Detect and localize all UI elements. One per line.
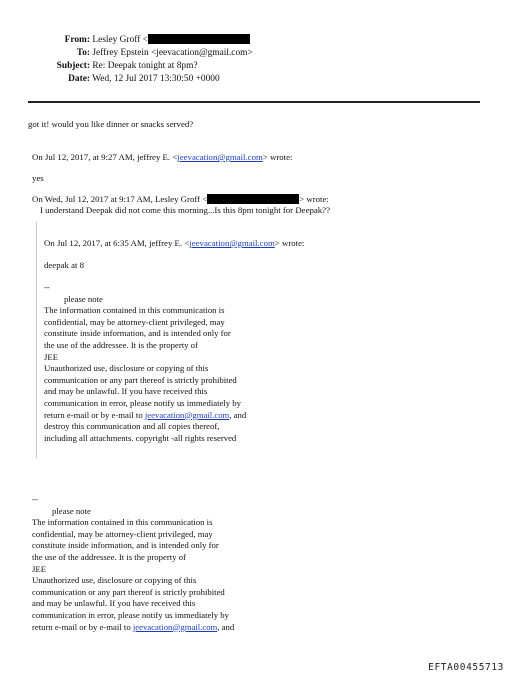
disclaimer-line: Unauthorized use, disclosure or copying of this <box>44 363 209 374</box>
disclaimer-line: communication or any part thereof is strictly prohibited <box>44 374 237 385</box>
from-label: From: <box>64 35 90 45</box>
disclaimer-dashes: -- <box>44 282 50 292</box>
disclaimer-line: JEE <box>32 563 46 574</box>
disclaimer-line: constitute inside information, and is intended only for <box>44 328 231 339</box>
quote3-prefix: On Jul 12, 2017, at 6:35 AM, jeffrey E. < <box>44 238 190 248</box>
redaction-box <box>207 194 299 204</box>
subject-value: Re: Deepak tonight at 8pm? <box>92 61 198 71</box>
quote1-suffix: > wrote: <box>262 152 293 162</box>
inner-disclaimer <box>44 282 246 444</box>
date-label: Date: <box>68 74 90 84</box>
from-value: Lesley Groff < <box>92 35 148 45</box>
disclaimer-line: JEE <box>44 351 58 362</box>
disclaimer-line: including all attachments. copyright -all rights reserved <box>44 432 237 443</box>
subject-label: Subject: <box>56 61 90 71</box>
quote-bar <box>36 222 37 458</box>
quote2-prefix: On Wed, Jul 12, 2017 at 9:17 AM, Lesley Groff < <box>32 194 208 204</box>
quote2-attribution <box>32 194 329 205</box>
disclaimer-note: please note <box>64 293 103 304</box>
disclaimer-email-link[interactable]: jeevacation@gmail.com <box>132 621 218 632</box>
header-date-row <box>40 73 220 85</box>
disclaimer-dashes: -- <box>32 494 38 504</box>
quote1-email-link[interactable]: jeevacation@gmail.com <box>177 152 263 162</box>
document-id: EFTA00455713 <box>428 662 504 673</box>
disclaimer-line: and may be unlawful. If you have received this <box>32 598 196 609</box>
header-from-row <box>40 34 250 46</box>
disclaimer-line-prefix: return e-mail or by e-mail to <box>32 621 133 632</box>
to-label: To: <box>76 48 90 58</box>
header-divider <box>28 101 480 103</box>
yes-text: yes <box>32 173 44 183</box>
date-value: Wed, 12 Jul 2017 13:30:50 +0000 <box>92 74 220 84</box>
header-subject-row <box>40 60 198 72</box>
to-value: Jeffrey Epstein <jeevacation@gmail.com> <box>92 48 253 58</box>
disclaimer-line: and may be unlawful. If you have received this <box>44 386 208 397</box>
disclaimer-line: The information contained in this communication is <box>32 517 213 528</box>
disclaimer-note: please note <box>52 505 91 516</box>
disclaimer-line: constitute inside information, and is intended only for <box>32 540 219 551</box>
disclaimer-line: The information contained in this communication is <box>44 305 225 316</box>
disclaimer-line-prefix: return e-mail or by e-mail to <box>44 409 145 420</box>
quote2-suffix: > wrote: <box>299 194 329 204</box>
disclaimer-line-suffix: , and <box>217 621 235 632</box>
disclaimer-line: confidential, may be attorney-client privileged, may <box>44 316 225 327</box>
disclaimer-line: the use of the addressee. It is the property of <box>32 551 186 562</box>
disclaimer-line: destroy this communication and all copies thereof, <box>44 421 220 432</box>
disclaimer-line: communication in error, please notify us immediately by <box>44 397 241 408</box>
disclaimer-line: communication or any part thereof is strictly prohibited <box>32 586 225 597</box>
quote3-email-link[interactable]: jeevacation@gmail.com <box>189 238 275 248</box>
disclaimer-line: Unauthorized use, disclosure or copying of this <box>32 575 197 586</box>
outer-disclaimer <box>32 494 234 633</box>
disclaimer-line: confidential, may be attorney-client privileged, may <box>32 528 213 539</box>
disclaimer-line <box>44 410 246 422</box>
reply-text: got it! would you like dinner or snacks served? <box>28 119 194 129</box>
disclaimer-line <box>32 622 234 634</box>
quote1-attribution <box>32 152 292 163</box>
disclaimer-line: communication in error, please notify us immediately by <box>32 609 229 620</box>
deepak-text: deepak at 8 <box>44 260 85 270</box>
disclaimer-line: the use of the addressee. It is the property of <box>44 339 198 350</box>
quote2-text: I understand Deepak did not come this morning...Is this 8pm tonight for Deepak?? <box>40 205 330 215</box>
redaction-box <box>148 34 250 44</box>
quote3-attribution <box>44 238 304 249</box>
disclaimer-line-suffix: , and <box>229 409 247 420</box>
quote3-suffix: > wrote: <box>274 238 305 248</box>
header-to-row <box>40 47 253 59</box>
disclaimer-email-link[interactable]: jeevacation@gmail.com <box>144 409 230 420</box>
quote1-prefix: On Jul 12, 2017, at 9:27 AM, jeffrey E. < <box>32 152 178 162</box>
